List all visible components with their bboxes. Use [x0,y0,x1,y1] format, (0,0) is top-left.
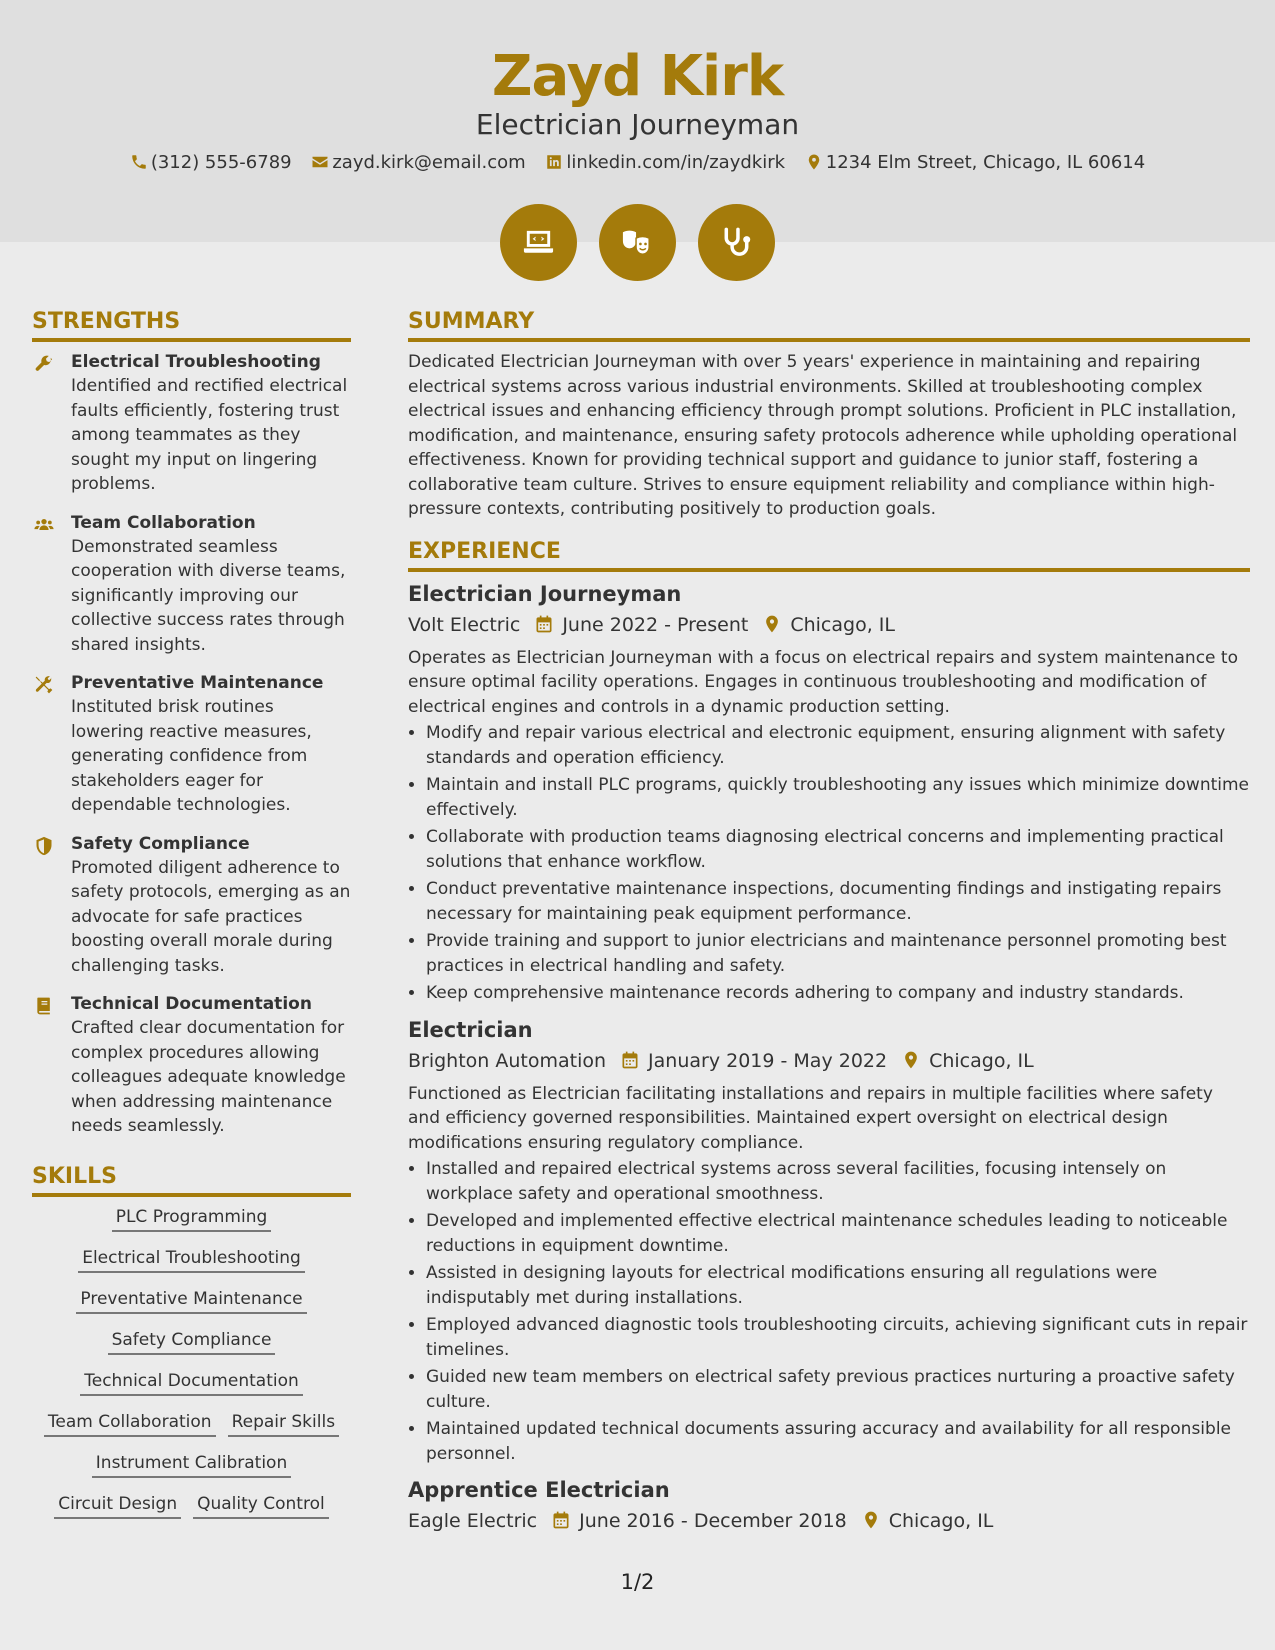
email-text: zayd.kirk@email.com [332,152,526,173]
job-company: Brighton Automation [408,1049,607,1072]
skill-tag: Team Collaboration [44,1412,216,1437]
page-number: 1/2 [620,1570,655,1594]
strength-item [32,511,351,658]
contact-phone[interactable] [130,152,292,173]
left-column [32,308,351,1535]
job-description: Functioned as Electrician facilitating installations and repairs in multiple facilities where safety and efficiency governed responsibilities. Maintained expert oversight on electrical design modifications ensuring regulatory compliance. [408,1083,1213,1153]
job-bullets [408,721,1250,1006]
contact-linkedin[interactable] [545,152,785,173]
interest-badges [0,204,1275,281]
strength-title: Technical Documentation [71,994,312,1014]
summary-heading: SUMMARY [408,308,1250,342]
stethoscope-icon [719,225,754,260]
contact-bar [0,152,1275,173]
strength-desc: Promoted diligent adherence to safety protocols, emerging as an advocate for safe practices boosting overall morale during challenging tasks. [71,857,351,976]
strength-desc: Demonstrated seamless cooperation with diverse teams, significantly improving our collective success rates through shared insights. [71,536,346,655]
skill-tag: Electrical Troubleshooting [78,1248,305,1273]
strength-desc: Identified and rectified electrical faults efficiently, fostering trust among teammates as they sought my input on lingering problems. [71,376,348,494]
envelope-icon [311,153,329,171]
job-meta [408,608,1250,642]
contact-address [805,152,1145,173]
job-entry [408,1016,1250,1467]
job-bullets [408,1157,1250,1466]
strength-title: Preventative Maintenance [71,673,324,693]
linkedin-text: linkedin.com/in/zaydkirk [566,152,786,173]
strength-item [32,350,351,497]
job-meta [408,1044,1250,1078]
calendar-icon [534,614,554,634]
strength-title: Team Collaboration [71,512,256,533]
badge-laptop-code [500,204,577,281]
job-meta [408,1504,1250,1538]
job-entry [408,1476,1250,1538]
skill-tag: Circuit Design [54,1494,181,1519]
list-item: • Maintained updated technical documents assuring accuracy and availability for all responsible personnel. [426,1417,1250,1466]
skill-tag: Instrument Calibration [92,1453,291,1478]
job-dates: June 2022 - Present [562,613,749,636]
map-pin-icon [861,1510,881,1530]
list-item: • Modify and repair various electrical and electronic equipment, ensuring alignment with safety standards and operation efficiency. [426,721,1250,770]
map-pin-icon [762,614,782,634]
job-title: Electrician Journeyman [408,581,682,606]
users-icon [34,515,54,535]
linkedin-icon [545,153,563,171]
list-item: • Keep comprehensive maintenance records adhering to company and industry standards. [426,981,1250,1006]
strength-item [32,992,351,1139]
shield-icon [34,836,54,856]
strength-title: Safety Compliance [71,833,250,854]
list-item: • Provide training and support to junior electricians and maintenance personnel promoting best practices in electrical handling and safety. [426,929,1250,978]
strength-title: Electrical Troubleshooting [71,352,321,372]
list-item: • Employed advanced diagnostic tools troubleshooting circuits, achieving significant cuts in repair timelines. [426,1313,1250,1362]
map-pin-icon [901,1050,921,1070]
phone-icon [130,153,148,171]
calendar-icon [620,1050,640,1070]
strength-item [32,832,351,979]
address-text: 1234 Elm Street, Chicago, IL 60614 [825,152,1146,173]
laptop-code-icon [521,225,556,260]
job-company: Eagle Electric [408,1510,538,1532]
skills-list [32,1207,351,1519]
skill-tag: PLC Programming [112,1207,272,1232]
right-column [408,308,1250,1538]
list-item: • Developed and implemented effective electrical maintenance schedules leading to noticeable reductions in equipment downtime. [426,1209,1250,1258]
badge-theater-masks [599,204,676,281]
strength-desc: Instituted brisk routines lowering reactive measures, generating confidence from stakeholders eager for dependable technologies. [71,697,312,815]
map-pin-icon [805,153,823,171]
job-title: Electrician [408,1017,533,1042]
skills-heading: SKILLS [32,1163,351,1197]
tools-icon [34,675,54,695]
skill-tag: Safety Compliance [108,1330,276,1355]
wrench-icon [34,354,54,374]
candidate-role: Electrician Journeyman [475,108,800,141]
list-item: • Maintain and install PLC programs, quickly troubleshooting any issues which minimize downtime effectively. [426,773,1250,822]
job-title: Apprentice Electrician [408,1478,670,1502]
list-item: • Guided new team members on electrical safety previous practices nurturing a proactive safety culture. [426,1365,1250,1414]
job-location: Chicago, IL [790,613,895,636]
job-company: Volt Electric [408,613,521,636]
job-entry [408,580,1250,1006]
contact-email[interactable] [311,152,525,173]
skill-tag: Quality Control [193,1494,329,1519]
list-item: • Conduct preventative maintenance inspections, documenting findings and instigating repairs necessary for maintaining peak equipment performance. [426,877,1250,926]
candidate-name: Zayd Kirk [491,44,784,109]
skill-tag: Preventative Maintenance [76,1289,306,1314]
strength-desc: Crafted clear documentation for complex procedures allowing colleagues adequate knowledge when addressing maintenance needs seamlessly. [71,1018,346,1136]
job-dates: June 2016 - December 2018 [579,1510,847,1532]
summary-text: Dedicated Electrician Journeyman with over 5 years' experience in maintaining and repairing electrical systems across various industrial environments. Skilled at troubleshooting complex electrical issues and enhancing efficiency through prompt solutions. Proficient in PLC installation, modification, and maintenance, ensuring safety protocols adherence while upholding operational effectiveness. Known for providing technical support and guidance to junior staff, fostering a collaborative team culture. Strives to ensure equipment reliability and compliance within high-pressure contexts, contributing positively to production goals. [408,352,1238,519]
list-item: • Assisted in designing layouts for electrical modifications ensuring all regulations were indisputably met during installations. [426,1261,1250,1310]
list-item: • Collaborate with production teams diagnosing electrical concerns and implementing practical solutions that enhance workflow. [426,825,1250,874]
job-description: Operates as Electrician Journeyman with a focus on electrical repairs and system maintenance to ensure optimal facility operations. Engages in continuous troubleshooting and modification of electrical engines and controls in a dynamic production setting. [408,647,1238,717]
book-icon [34,996,54,1016]
job-location: Chicago, IL [888,1510,994,1532]
experience-heading: EXPERIENCE [408,538,1250,572]
job-dates: January 2019 - May 2022 [648,1049,888,1072]
badge-stethoscope [698,204,775,281]
phone-text: (312) 555-6789 [150,152,292,173]
skill-tag: Repair Skills [228,1412,340,1437]
strength-item [32,671,351,818]
list-item: • Installed and repaired electrical systems across several facilities, focusing intensely on workplace safety and operational smoothness. [426,1157,1250,1206]
strengths-heading: STRENGTHS [32,308,351,342]
skill-tag: Technical Documentation [80,1371,303,1396]
theater-masks-icon [620,225,655,260]
job-location: Chicago, IL [929,1049,1034,1072]
calendar-icon [551,1510,571,1530]
